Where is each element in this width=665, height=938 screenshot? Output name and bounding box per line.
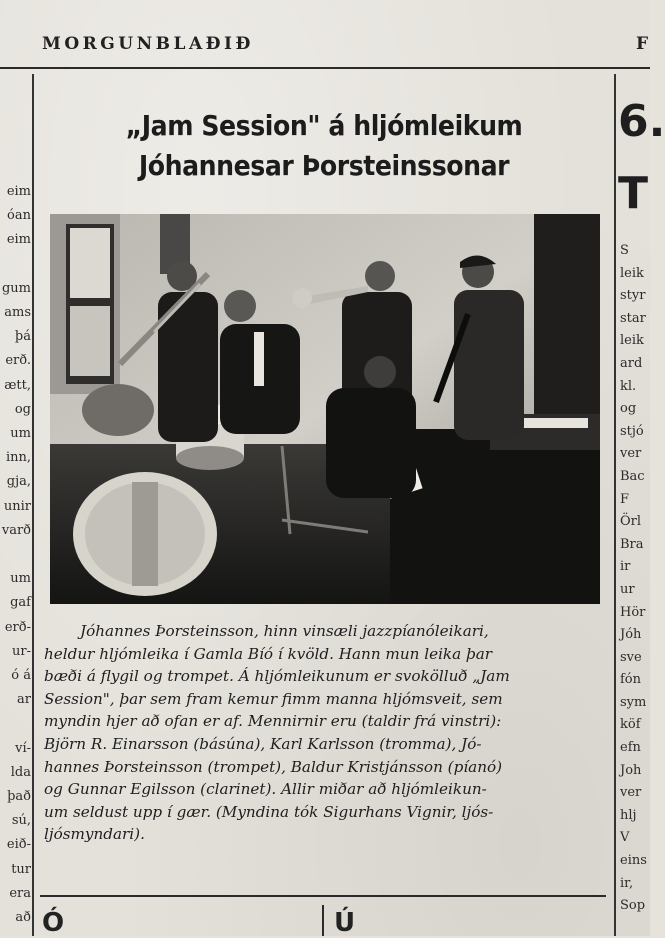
caption-line: hannes Þorsteinsson (trompet), Baldur Kristjánsson (píanó) — [44, 757, 503, 776]
left-column-rule — [32, 74, 34, 936]
left-fragment: óan — [7, 208, 31, 224]
right-fragment: kl. — [620, 378, 637, 394]
right-column-rule — [614, 74, 616, 936]
right-fragment: leik — [620, 333, 644, 349]
right-column-heading: 6. — [618, 96, 665, 147]
left-fragment: sú, — [11, 813, 31, 829]
left-fragment: erð. — [5, 353, 31, 369]
caption-line: myndin hjer að ofan er af. Mennirnir eru (taldir frá vinstri): — [44, 712, 502, 731]
left-fragment: erð- — [4, 619, 31, 635]
caption-line: um seldust upp í gær. (Myndina tók Sigurhans Vignir, ljós- — [44, 802, 494, 821]
right-fragment: V — [620, 830, 630, 846]
right-fragment: S — [620, 243, 629, 258]
photo-caption — [44, 620, 610, 846]
headline-line-1: „Jam Session" á hljómleikum — [125, 109, 523, 142]
headline-line-2: Jóhannesar Þorsteinssonar — [138, 149, 510, 182]
top-rule — [0, 67, 650, 69]
right-fragment: ur — [620, 581, 635, 597]
caption-line: Session", þar sem fram kemur fimm manna hljómsveit, sem — [44, 689, 503, 708]
right-fragment: Bra — [620, 536, 644, 552]
next-article-heading-right: Ú — [334, 908, 356, 938]
right-fragment: efn — [620, 740, 641, 756]
right-fragment: Örl — [620, 514, 642, 530]
article-headline — [68, 106, 579, 186]
left-fragment: eim — [6, 232, 31, 248]
right-fragment: ir — [620, 559, 631, 575]
right-fragment: ir, — [620, 875, 634, 891]
left-fragment: unir — [3, 498, 31, 514]
left-column-fragments — [0, 180, 31, 930]
right-fragment: Jóh — [620, 627, 642, 643]
left-fragment: og — [14, 401, 31, 417]
caption-line: bæði á flygil og trompet. Á hljómleikunum er svokölluð „Jam — [44, 667, 510, 686]
right-fragment: köf — [620, 717, 641, 733]
left-fragment — [0, 712, 31, 736]
left-fragment — [0, 253, 31, 277]
left-fragment: ó á — [11, 668, 31, 684]
bottom-rule — [40, 895, 606, 897]
left-fragment — [0, 543, 31, 567]
right-fragment: Hör — [620, 604, 646, 620]
left-fragment: inn, — [5, 450, 31, 466]
caption-line: ljósmyndari). — [44, 825, 145, 844]
bottom-column-rule — [322, 905, 324, 936]
masthead-title: MORGUNBLAÐIÐ — [42, 34, 254, 54]
left-fragment: gaf — [10, 595, 31, 611]
right-fragment: Sop — [620, 898, 646, 914]
right-column-fragments — [620, 240, 650, 918]
left-fragment: varð — [1, 522, 31, 538]
right-fragment: og — [620, 401, 637, 417]
left-fragment: lda — [10, 764, 31, 780]
right-fragment: F — [620, 491, 630, 507]
band-photograph — [50, 214, 600, 604]
left-fragment: gum — [1, 280, 31, 296]
masthead-right-fragment: F — [636, 34, 649, 54]
caption-line: Jóhannes Þorsteinsson, hinn vinsæli jazzpíanóleikari, — [80, 622, 489, 640]
right-fragment: eins — [620, 853, 647, 869]
next-article-heading-left: Ó — [42, 908, 65, 938]
left-fragment: ví- — [15, 740, 31, 756]
right-fragment: ver — [620, 785, 642, 801]
left-fragment: um — [10, 426, 31, 442]
left-fragment: ar — [17, 692, 31, 708]
left-fragment: ur- — [12, 643, 31, 659]
right-fragment: leik — [620, 265, 644, 281]
caption-line: heldur hljómleika í Gamla Bíó í kvöld. Hann mun leika þar — [44, 644, 493, 663]
right-fragment: Bac — [620, 468, 645, 484]
left-fragment: að — [15, 910, 31, 926]
right-fragment: stjó — [620, 423, 644, 439]
caption-line: Björn R. Einarsson (básúna), Karl Karlsson (tromma), Jó- — [44, 734, 482, 753]
right-fragment: star — [620, 310, 646, 326]
left-fragment: ams — [4, 305, 31, 321]
right-fragment: ard — [620, 355, 643, 371]
caption-line: og Gunnar Egilsson (clarinet). Allir miðar að hljómleikun- — [44, 780, 487, 799]
left-fragment: tur — [11, 861, 31, 877]
left-fragment: era — [9, 885, 31, 901]
left-fragment: ætt, — [4, 377, 31, 393]
right-fragment: sve — [620, 649, 642, 665]
right-fragment: styr — [620, 288, 646, 304]
left-fragment: þá — [14, 329, 31, 345]
left-fragment: eim — [6, 184, 31, 199]
left-fragment: eið- — [6, 837, 31, 853]
right-column-heading: T — [618, 168, 649, 219]
left-fragment: gja, — [6, 474, 31, 490]
right-fragment: Joh — [620, 762, 642, 778]
right-fragment: fón — [620, 672, 642, 688]
right-fragment: ver — [620, 446, 642, 462]
right-fragment: hlj — [620, 807, 637, 823]
left-fragment: um — [10, 571, 31, 587]
left-fragment: það — [7, 789, 31, 805]
right-fragment: sym — [620, 694, 647, 710]
